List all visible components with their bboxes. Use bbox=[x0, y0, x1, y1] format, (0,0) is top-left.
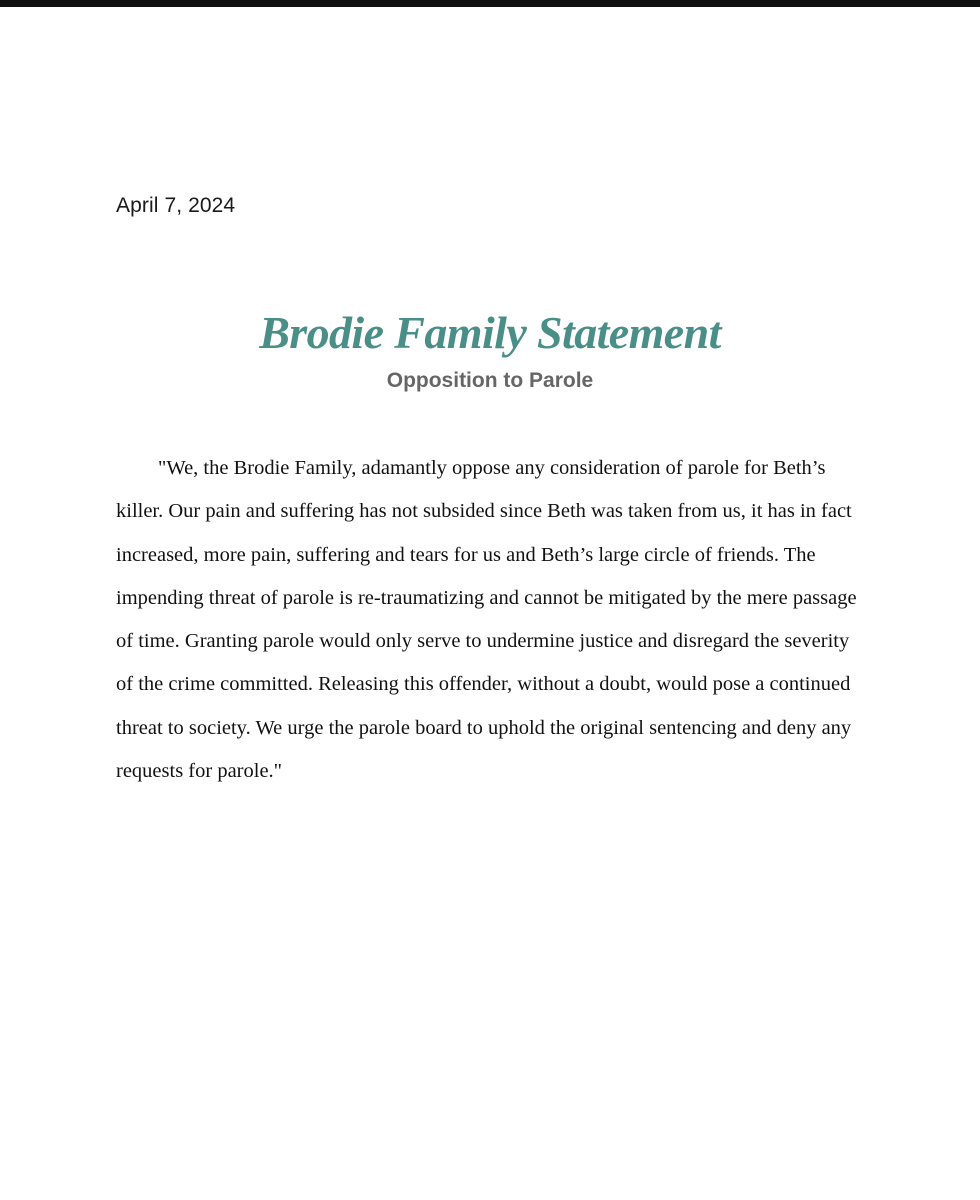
document-subtitle: Opposition to Parole bbox=[386, 369, 594, 392]
statement-body: "We, the Brodie Family, adamantly oppose any consideration of parole for Beth’s killer. Our pain and suffering has not subsided since Beth was taken from us, it has in fact increased, more pain, suffering and tears for us and Beth’s large circle of friends. The impending threat of parole is re-traumatizing and cannot be mitigated by the mere passage of time. Granting parole would only serve to undermine justice and disregard the severity of the crime committed. Releasing this offender, without a doubt, would pose a continued threat to society. We urge the parole board to uphold the original sentencing and deny any requests for parole." bbox=[116, 457, 857, 783]
top-border bbox=[0, 0, 980, 7]
document-title: Brodie Family Statement bbox=[259, 307, 721, 358]
statement-date: April 7, 2024 bbox=[116, 194, 236, 217]
